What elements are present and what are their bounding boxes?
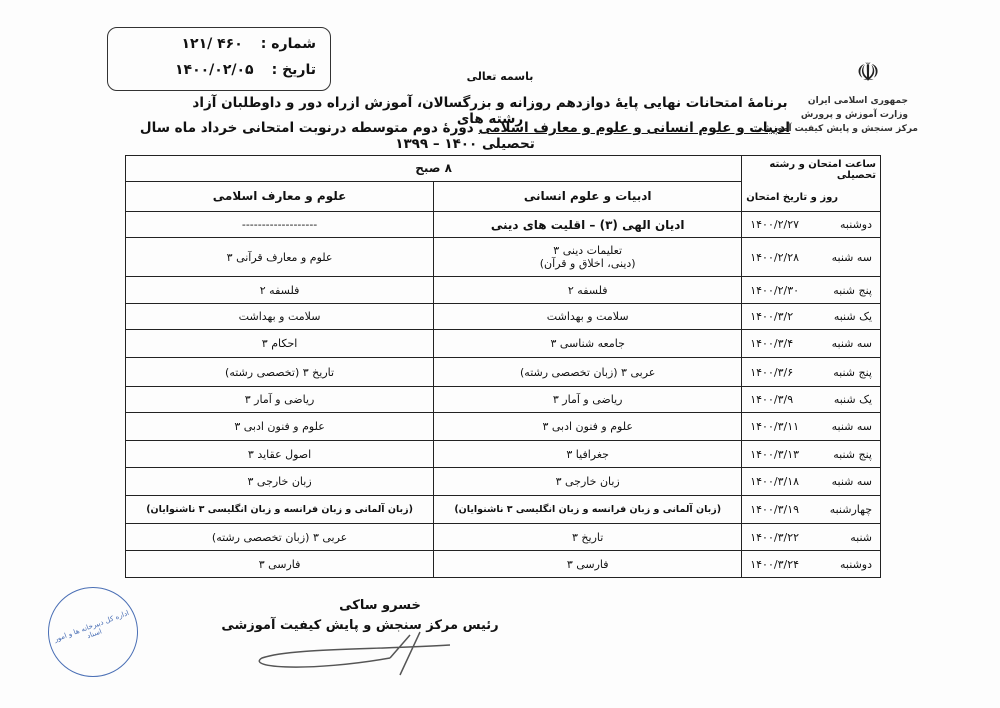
date-value: ۱۴۰۰/۰۲/۰۵ [175, 62, 254, 78]
exam-date: ۱۴۰۰/۲/۲۸ [750, 250, 800, 264]
exam-day: سه شنبه [831, 420, 872, 433]
literature-subject: جغرافیا ۳ [566, 447, 609, 461]
signature-icon [250, 630, 470, 680]
signer-name: خسرو ساکی [339, 598, 421, 613]
corner-bottom: روز و تاریخ امتحان [746, 192, 839, 203]
literature-subject: تعلیمات دینی ۳ [553, 244, 623, 257]
org-line-3: مرکز سنجش و پایش کیفیت آموزشی [754, 124, 918, 134]
title-line-1: برنامۀ امتحانات نهایی پایۀ دوازدهم روزانه و بزرگسالان، آموزش ازراه دور و داوطلبان آزاد رشته های [192, 95, 788, 127]
day-date-cell [742, 496, 881, 524]
literature-subject: تاریخ ۳ [572, 530, 604, 544]
reference-box [107, 27, 331, 91]
table-row [126, 387, 881, 413]
table-row [126, 277, 881, 304]
number-label: شماره : [260, 36, 316, 52]
literature-subject-cell [434, 238, 742, 277]
table-row [126, 496, 881, 524]
islamic-subject-cell [126, 238, 434, 277]
islamic-subject: احکام ۳ [261, 337, 298, 350]
exam-day: پنج شنبه [833, 365, 872, 379]
islamic-subject: عربی ۳ (زبان تخصصی رشته) [211, 530, 348, 544]
col-header-islamic: علوم و معارف اسلامی [126, 181, 434, 211]
exam-date: ۱۴۰۰/۳/۲۲ [750, 530, 800, 544]
exam-date: ۱۴۰۰/۳/۱۸ [750, 475, 800, 488]
table-row [126, 468, 881, 496]
exam-day: دوشنبه [840, 218, 872, 231]
islamic-subject: ------------------- [241, 218, 318, 231]
reference-number [182, 36, 317, 52]
table-row [126, 212, 881, 238]
literature-subject-cell [434, 496, 742, 524]
exam-day: سه شنبه [831, 337, 872, 350]
islamic-subject-cell [126, 441, 434, 468]
day-date-cell [742, 551, 881, 578]
org-line-1: جمهوری اسلامی ایران [807, 96, 908, 106]
literature-subject-cell [434, 441, 742, 468]
exam-date: ۱۴۰۰/۳/۲ [750, 310, 794, 323]
literature-subject-cell [434, 468, 742, 496]
exam-day: پنج شنبه [833, 447, 872, 461]
office-stamp [48, 587, 138, 677]
date-label: تاریخ : [271, 62, 316, 78]
exam-day: یک شنبه [833, 393, 872, 406]
islamic-subject: ریاضی و آمار ۳ [244, 393, 315, 406]
day-date-cell [742, 441, 881, 468]
number-value: ۴۶۰ /۱۲۱ [181, 36, 243, 52]
table-row [126, 238, 881, 277]
literature-subject-cell [434, 387, 742, 413]
day-date-cell [742, 277, 881, 304]
islamic-subject-cell [126, 358, 434, 387]
day-date-cell [742, 524, 881, 551]
literature-subject: فارسی ۳ [566, 557, 609, 571]
exam-schedule-table [125, 155, 881, 578]
day-date-cell [742, 330, 881, 358]
literature-subject: علوم و فنون ادبی ۳ [542, 420, 633, 433]
islamic-subject: سلامت و بهداشت [238, 310, 321, 323]
literature-subject: ادیان الهی (۳) – اقلیت های دینی [490, 217, 685, 232]
literature-subject-cell [434, 413, 742, 441]
exam-date: ۱۴۰۰/۳/۱۱ [750, 420, 800, 433]
exam-day: دوشنبه [840, 557, 872, 571]
islamic-subject-cell [126, 304, 434, 330]
islamic-subject-cell [126, 413, 434, 441]
exam-day: شنبه [850, 530, 872, 544]
exam-day: سه شنبه [831, 250, 872, 264]
islamic-subject-cell [126, 551, 434, 578]
bismillah: باسمه تعالی [466, 70, 534, 83]
islamic-subject-cell [126, 468, 434, 496]
exam-date: ۱۴۰۰/۳/۱۳ [750, 447, 800, 461]
exam-day: پنج شنبه [833, 283, 872, 297]
islamic-subject: تاریخ ۳ (تخصصی رشته) [225, 365, 335, 379]
table-row [126, 551, 881, 578]
islamic-subject: (زبان آلمانی و زبان فرانسه و زبان انگلیسی ۳ ناشنوایان) [146, 504, 413, 515]
corner-top: ساعت امتحان و رشته تحصیلی [769, 159, 876, 181]
literature-subject: (زبان آلمانی و زبان فرانسه و زبان انگلیسی ۳ ناشنوایان) [454, 504, 722, 515]
table-row [126, 524, 881, 551]
title-rest: دورۀ دوم متوسطه درنوبت امتحانی خرداد ماه سال تحصیلی ۱۴۰۰ – ۱۳۹۹ [139, 120, 535, 152]
day-date-cell [742, 304, 881, 330]
exam-day: چهارشنبه [829, 503, 872, 516]
islamic-subject: فلسفه ۲ [259, 283, 300, 297]
literature-subject: ریاضی و آمار ۳ [552, 393, 623, 406]
literature-subject-cell [434, 212, 742, 238]
day-date-cell [742, 212, 881, 238]
literature-subject-cell [434, 358, 742, 387]
title-line-2 [120, 120, 810, 152]
day-date-cell [742, 358, 881, 387]
islamic-subject-cell [126, 212, 434, 238]
literature-subject: عربی ۳ (زبان تخصصی رشته) [520, 365, 656, 379]
day-date-cell [742, 238, 881, 277]
table-row [126, 358, 881, 387]
exam-date: ۱۴۰۰/۳/۴ [750, 337, 794, 350]
exam-day: یک شنبه [833, 310, 872, 323]
exam-date: ۱۴۰۰/۳/۲۴ [750, 557, 800, 571]
islamic-subject-cell [126, 496, 434, 524]
day-date-cell [742, 387, 881, 413]
stamp-text: اداره کل دبیرخانه ها و امور اسناد [53, 608, 131, 644]
title-fields: ادبیات و علوم انسانی و علوم و معارف اسلامی [478, 120, 791, 136]
day-date-cell [742, 468, 881, 496]
literature-subject-note: (دینی، اخلاق و قرآن) [539, 257, 636, 270]
reference-date [175, 62, 316, 78]
islamic-subject: علوم و معارف قرآنی ۳ [226, 250, 333, 264]
literature-subject-cell [434, 330, 742, 358]
signer-title: رئیس مرکز سنجش و پایش کیفیت آموزشی [221, 618, 499, 633]
exam-date: ۱۴۰۰/۲/۳۰ [750, 283, 800, 297]
literature-subject: جامعه شناسی ۳ [550, 337, 625, 350]
literature-subject-cell [434, 551, 742, 578]
islamic-subject-cell [126, 387, 434, 413]
day-date-cell [742, 413, 881, 441]
exam-date: ۱۴۰۰/۲/۲۷ [750, 218, 800, 231]
exam-date: ۱۴۰۰/۳/۹ [750, 393, 794, 406]
exam-date: ۱۴۰۰/۳/۶ [750, 365, 794, 379]
table-row [126, 413, 881, 441]
literature-subject: زبان خارجی ۳ [555, 475, 620, 488]
table-row [126, 330, 881, 358]
iran-emblem-icon: ☫ [856, 58, 880, 88]
islamic-subject-cell [126, 277, 434, 304]
exam-date: ۱۴۰۰/۳/۱۹ [750, 503, 800, 516]
literature-subject: سلامت و بهداشت [546, 310, 629, 323]
corner-header [742, 156, 881, 212]
exam-day: سه شنبه [831, 475, 872, 488]
islamic-subject-cell [126, 330, 434, 358]
col-header-literature: ادبیات و علوم انسانی [434, 181, 742, 211]
islamic-subject-cell [126, 524, 434, 551]
islamic-subject: اصول عقاید ۳ [247, 447, 312, 461]
islamic-subject: زبان خارجی ۳ [247, 475, 312, 488]
islamic-subject: علوم و فنون ادبی ۳ [234, 420, 325, 433]
time-header: ۸ صبح [126, 156, 742, 182]
org-line-2: وزارت آموزش و پرورش [800, 110, 908, 120]
table-row [126, 304, 881, 330]
literature-subject: فلسفه ۲ [567, 283, 608, 297]
islamic-subject: فارسی ۳ [258, 557, 301, 571]
literature-subject-cell [434, 277, 742, 304]
literature-subject-cell [434, 524, 742, 551]
table-row [126, 441, 881, 468]
literature-subject-cell [434, 304, 742, 330]
